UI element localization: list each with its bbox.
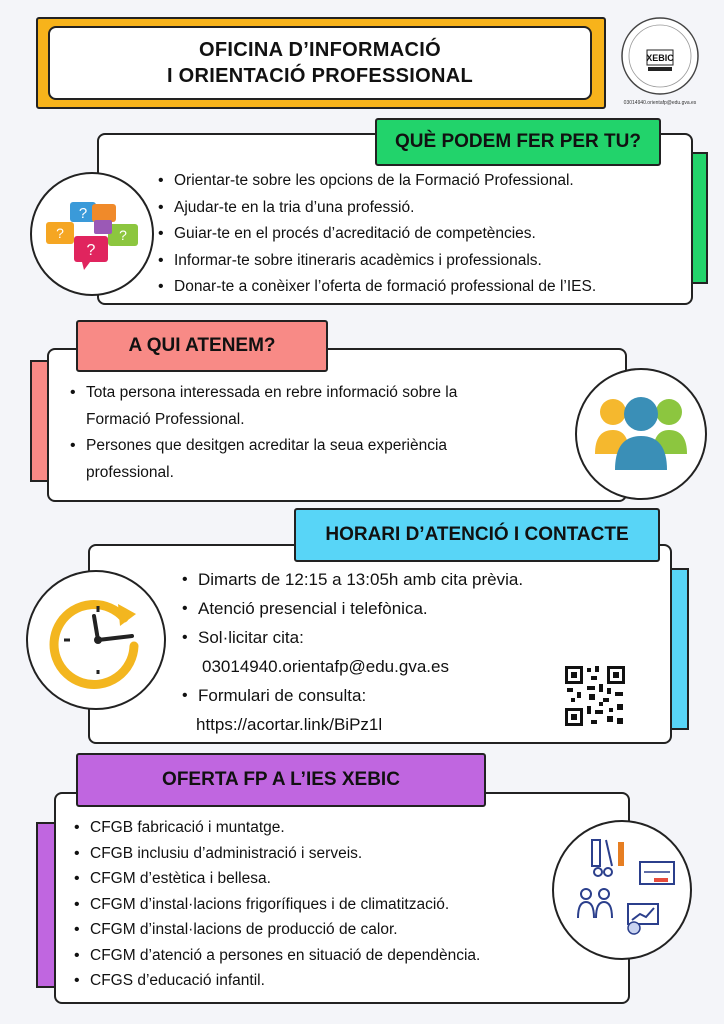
section4-icon-circle [552, 820, 692, 960]
list-item: • Guiar-te en el procés d’acreditació de competències. [156, 221, 676, 248]
speech-bubbles-question-icon [32, 174, 152, 294]
list-item: • CFGM d’estètica i bellesa. [72, 866, 552, 892]
list-item: • Ajudar-te en la tria d’una professió. [156, 195, 676, 222]
list-item [68, 380, 568, 433]
section3-heading: HORARI D’ATENCIÓ I CONTACTE [294, 508, 660, 562]
section1-list [156, 168, 676, 301]
contact-email-link[interactable]: 03014940.orientafp@edu.gva.es [202, 657, 449, 676]
list-item: • Sol·licitar cita: [180, 623, 650, 652]
section2-heading: A QUI ATENEM? [76, 320, 328, 372]
vocational-fields-icon [554, 822, 690, 958]
xebic-logo [612, 16, 708, 112]
section1-heading: QUÈ PODEM FER PER TU? [375, 118, 661, 166]
section3-icon-circle [26, 570, 166, 710]
page-title [48, 26, 592, 100]
logo-name: XEBIC [646, 53, 674, 63]
list-item: • Atenció presencial i telefònica. [180, 594, 650, 623]
list-item: • Orientar-te sobre les opcions de la Formació Professional. [156, 168, 676, 195]
list-item-line: Tota persona interessada en rebre informació sobre la [86, 384, 458, 401]
list-item: • Dimarts de 12:15 a 13:05h amb cita prèvia. [180, 565, 650, 594]
form-url-link[interactable]: https://acortar.link/BiPz1l [196, 715, 383, 734]
svg-text:?: ? [119, 227, 127, 243]
svg-text:?: ? [86, 242, 96, 259]
svg-text:?: ? [56, 225, 64, 241]
people-group-icon [577, 370, 705, 498]
list-item: • CFGM d’instal·lacions frigorífiques i de climatització. [72, 892, 552, 918]
list-item: • CFGB inclusiu d’administració i serveis. [72, 841, 552, 867]
list-item: • CFGM d’atenció a persones en situació de dependència. [72, 943, 552, 969]
list-item: • Formulari de consulta: [180, 681, 650, 710]
section1-icon-circle [30, 172, 154, 296]
section4-heading: OFERTA FP A L’IES XEBIC [76, 753, 486, 807]
list-item: • CFGS d’educació infantil. [72, 968, 552, 994]
title-line-1: OFICINA D’INFORMACIÓ [199, 39, 441, 61]
svg-text:?: ? [78, 205, 88, 222]
logo-email: 03014940.orientafp@edu.gva.es [623, 100, 697, 106]
qr-code[interactable] [563, 664, 627, 728]
list-item-line: Formació Professional. [86, 410, 245, 428]
title-line-2: I ORIENTACIÓ PROFESSIONAL [166, 65, 474, 87]
section4-list [72, 815, 552, 994]
list-item-line: professional. [86, 463, 174, 481]
list-item: • CFGM d’instal·lacions de producció de calor. [72, 917, 552, 943]
section2-list [68, 380, 568, 486]
list-item: • CFGB fabricació i muntatge. [72, 815, 552, 841]
list-item [68, 433, 568, 486]
section2-icon-circle [575, 368, 707, 500]
list-item: • Informar-te sobre itineraris acadèmics i professionals. [156, 248, 676, 275]
clock-icon [28, 572, 164, 708]
list-item-line: Persones que desitgen acreditar la seua experiència [86, 437, 448, 454]
list-item: • Donar-te a conèixer l’oferta de formació professional de l’IES. [156, 274, 676, 301]
